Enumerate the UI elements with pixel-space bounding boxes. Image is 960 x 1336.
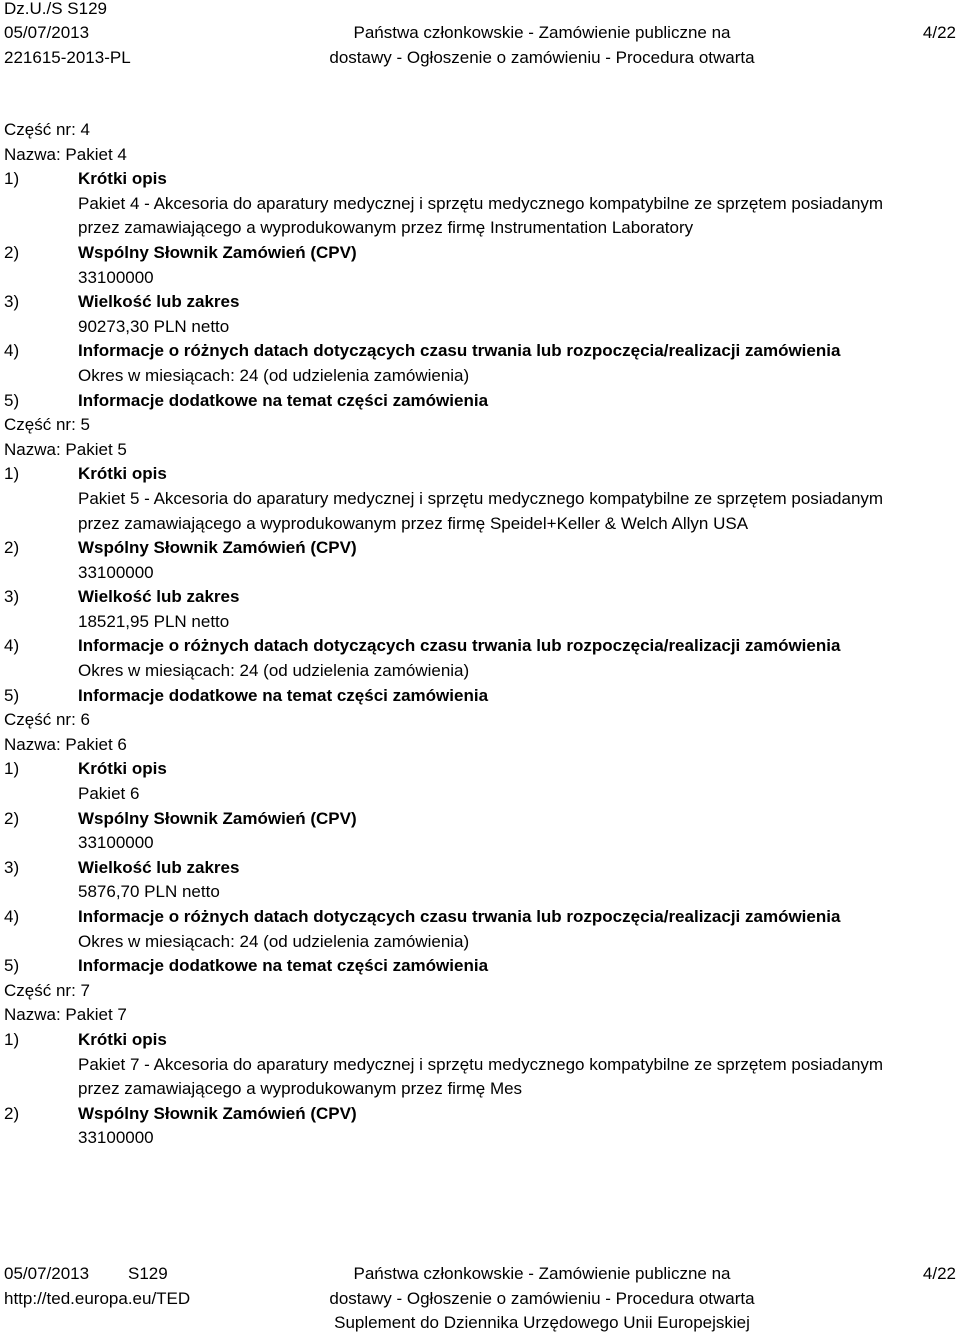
period-text: Okres w miesiącach: 24 (od udzielenia zamówienia) xyxy=(78,365,470,385)
part-name: Pakiet 5 xyxy=(65,439,127,459)
footer-title-line1: Państwa członkowskie - Zamówienie publiczne na xyxy=(353,1264,731,1283)
section-heading-short-description: 1) Krótki opis xyxy=(4,169,167,189)
part-number-line: Część nr: 5 xyxy=(4,415,90,435)
section-heading-additional-info: 5) Informacje dodatkowe na temat części zamówienia xyxy=(4,685,489,705)
part-number-line: Część nr: 4 xyxy=(4,120,90,139)
header-date: 05/07/2013 xyxy=(4,23,90,42)
header-doc-id: 221615-2013-PL xyxy=(4,48,131,67)
footer-url: http://ted.europa.eu/TED xyxy=(4,1289,191,1308)
section-heading-size: 3) Wielkość lub zakres xyxy=(4,857,240,877)
part-number: 4 xyxy=(80,120,90,139)
cpv-code: 33100000 xyxy=(78,1128,154,1148)
section-heading-size: 3) Wielkość lub zakres xyxy=(4,292,240,312)
section-heading-dates: 4) Informacje o różnych datach dotyczących czasu trwania lub rozpoczęcia/realizacji zamówienia xyxy=(4,341,841,361)
footer-journal-number: S129 xyxy=(128,1264,168,1283)
period-text: Okres w miesiącach: 24 (od udzielenia zamówienia) xyxy=(78,661,470,681)
short-description-text: Pakiet 7 - Akcesoria do aparatury medycznej i sprzętu medycznego kompatybilne ze sprzętem posiadanym xyxy=(78,1054,884,1074)
short-description-text: Pakiet 4 - Akcesoria do aparatury medycznej i sprzętu medycznego kompatybilne ze sprzętem posiadanym xyxy=(78,193,884,213)
page-header xyxy=(0,0,960,72)
section-heading-cpv: 2) Wspólny Słownik Zamówień (CPV) xyxy=(4,808,357,828)
section-heading-dates: 4) Informacje o różnych datach dotyczących czasu trwania lub rozpoczęcia/realizacji zamówienia xyxy=(4,636,841,656)
part-name: Pakiet 4 xyxy=(65,144,127,164)
section-heading-cpv: 2) Wspólny Słownik Zamówień (CPV) xyxy=(4,1103,357,1123)
period-text: Okres w miesiącach: 24 (od udzielenia zamówienia) xyxy=(78,931,470,951)
part-number-line: Część nr: 7 xyxy=(4,980,90,1000)
part-number: 5 xyxy=(80,415,90,435)
short-description-text: przez zamawiającego a wyprodukowanym przez firmę Mes xyxy=(78,1079,523,1099)
footer-title-line2: dostawy - Ogłoszenie o zamówieniu - Procedura otwarta xyxy=(329,1289,755,1308)
part-number: 7 xyxy=(80,980,90,1000)
short-description-text: Pakiet 6 xyxy=(78,784,140,804)
cpv-code: 33100000 xyxy=(78,833,154,853)
section-heading-short-description: 1) Krótki opis xyxy=(4,464,167,484)
section-heading-size: 3) Wielkość lub zakres xyxy=(4,587,240,607)
part-number-line: Część nr: 6 xyxy=(4,710,90,730)
section-heading-short-description: 1) Krótki opis xyxy=(4,1029,167,1049)
size-value: 5876,70 PLN netto xyxy=(78,882,220,902)
footer-title-line3: Suplement do Dziennika Urzędowego Unii Europejskiej xyxy=(334,1313,750,1332)
footer-page-number: 4/22 xyxy=(922,1264,956,1283)
short-description-text: przez zamawiającego a wyprodukowanym przez firmę Instrumentation Laboratory xyxy=(78,218,694,238)
part-name: Pakiet 7 xyxy=(65,1005,127,1025)
section-heading-cpv: 2) Wspólny Słownik Zamówień (CPV) xyxy=(4,242,357,262)
size-value: 90273,30 PLN netto xyxy=(78,316,230,336)
footer-date: 05/07/2013 xyxy=(4,1264,90,1283)
cpv-code: 33100000 xyxy=(78,267,154,287)
document-body xyxy=(0,118,960,1151)
section-heading-additional-info: 5) Informacje dodatkowe na temat części zamówienia xyxy=(4,956,489,976)
part-name-line: Nazwa: Pakiet 7 xyxy=(4,1005,127,1025)
header-title-line2: dostawy - Ogłoszenie o zamówieniu - Procedura otwarta xyxy=(329,48,755,67)
part-name-line: Nazwa: Pakiet 5 xyxy=(4,439,127,459)
section-heading-short-description: 1) Krótki opis xyxy=(4,759,167,779)
size-value: 18521,95 PLN netto xyxy=(78,611,230,631)
part-name-line: Nazwa: Pakiet 4 xyxy=(4,144,127,164)
section-heading-cpv: 2) Wspólny Słownik Zamówień (CPV) xyxy=(4,538,357,558)
part-name-line: Nazwa: Pakiet 6 xyxy=(4,734,127,754)
header-page-number: 4/22 xyxy=(922,23,956,42)
section-heading-dates: 4) Informacje o różnych datach dotyczących czasu trwania lub rozpoczęcia/realizacji zamówienia xyxy=(4,907,841,926)
short-description-text: przez zamawiającego a wyprodukowanym przez firmę Speidel+Keller & Welch Allyn USA xyxy=(78,513,749,533)
page-footer xyxy=(0,1262,960,1334)
short-description-text: Pakiet 5 - Akcesoria do aparatury medycznej i sprzętu medycznego kompatybilne ze sprzętem posiadanym xyxy=(78,488,884,508)
section-heading-additional-info: 5) Informacje dodatkowe na temat części zamówienia xyxy=(4,390,489,410)
cpv-code: 33100000 xyxy=(78,562,154,582)
part-number: 6 xyxy=(80,710,90,730)
header-title-line1: Państwa członkowskie - Zamówienie publiczne na xyxy=(353,23,731,42)
header-journal: Dz.U./S S129 xyxy=(4,0,107,18)
part-name: Pakiet 6 xyxy=(65,734,127,754)
